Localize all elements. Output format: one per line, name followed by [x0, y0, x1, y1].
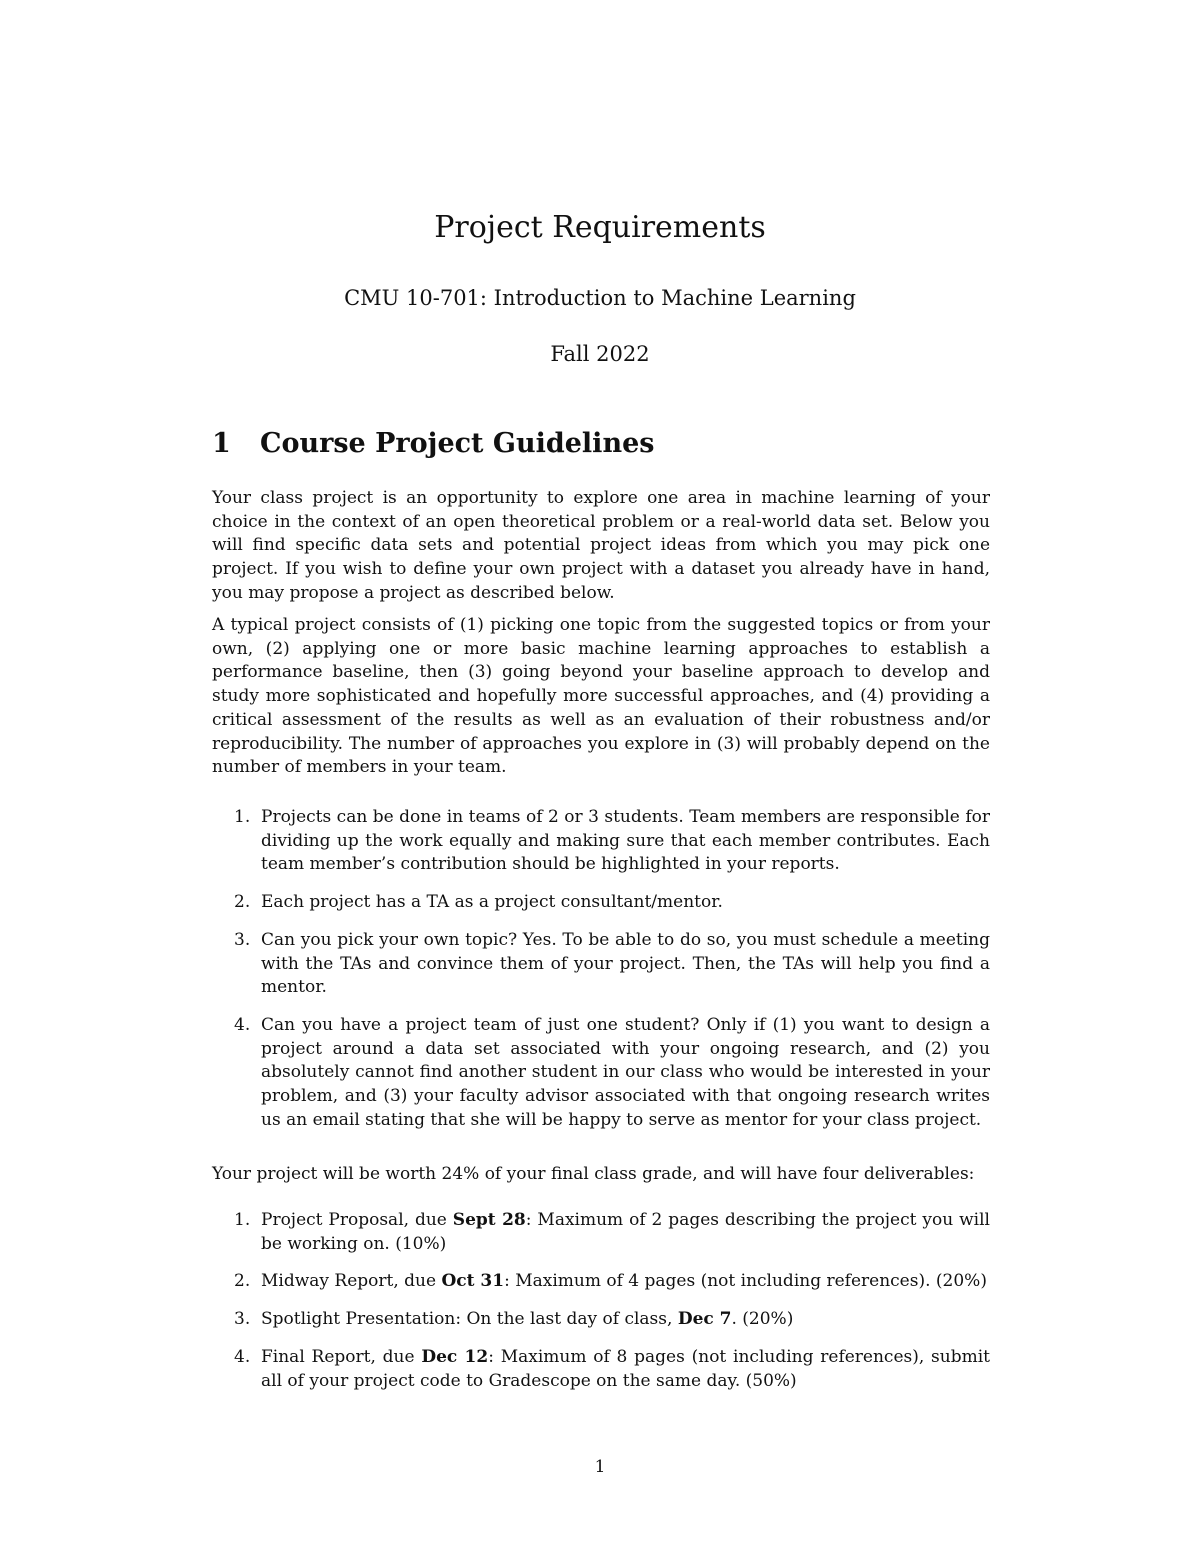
course-subtitle: CMU 10-701: Introduction to Machine Learning [344, 286, 856, 310]
term-date: Fall 2022 [550, 342, 650, 366]
document-title: Project Requirements [434, 210, 766, 245]
list-item-number: 1. [234, 807, 251, 827]
list-item-text: Projects can be done in teams of 2 or 3 students. Team members are responsible for dividing up the work equally and making sure that each member contributes. Each team member’s contribution should be highlighted in your reports. [261, 807, 990, 875]
deliverable-text: Spotlight Presentation: On the last day of class, [261, 1309, 678, 1330]
list-item [212, 806, 990, 877]
deliverable-item [212, 1270, 990, 1294]
list-item-text: Each project has a TA as a project consultant/mentor. [261, 892, 723, 913]
list-item [212, 891, 990, 915]
deliverable-text: Project Proposal, due [261, 1210, 453, 1230]
deliverable-due-date: Sept 28 [452, 1210, 526, 1230]
rules-list [212, 806, 990, 1146]
deliverable-item [212, 1209, 990, 1256]
deliverable-text: Midway Report, due [261, 1271, 442, 1292]
list-item-text: Can you have a project team of just one student? Only if (1) you want to design a project around a data set associated with your ongoing research, and (2) you absolutely cannot find another student in our class who would be interested in your problem, and (3) your faculty advisor associated with that ongoing research writes us an email stating that she will be happy to serve as mentor for your class project. [261, 1014, 990, 1130]
deliverable-details: : Maximum of 4 pages (not including references). (20%) [504, 1271, 987, 1292]
deliverable-due-date: Oct 31 [441, 1271, 505, 1292]
list-item-number: 2. [234, 1271, 251, 1292]
page-number: 1 [594, 1457, 606, 1477]
deliverable-details: : Maximum of 2 pages describing the project you will be working on. (10%) [261, 1210, 990, 1254]
deliverable-item [212, 1308, 990, 1332]
list-item-number: 3. [234, 1309, 251, 1330]
deliverable-details: . (20%) [731, 1309, 794, 1330]
intro-paragraph: Your class project is an opportunity to explore one area in machine learning of your choice in the context of an open theoretical problem or a real-world data set. Below you will find specific data sets and potential project ideas from which you may pick one project. If you wish to define your own project with a dataset you already have in hand, you may propose a project as described below. [212, 488, 990, 603]
deliverables-list [212, 1209, 990, 1407]
deliverable-text: Final Report, due [261, 1346, 422, 1367]
list-item-number: 2. [234, 892, 251, 913]
list-item-number: 4. [234, 1014, 251, 1035]
list-item-number: 4. [234, 1346, 251, 1367]
typical-project-paragraph: A typical project consists of (1) picking one topic from the suggested topics or from your own, (2) applying one or more basic machine learning approaches to establish a performance baseline, then (3) going beyond your baseline approach to develop and study more sophisticated and hopefully more successful approaches, and (4) providing a critical assessment of the results as well as an evaluation of their robustness and/or reproducibility. The number of approaches you explore in (3) will probably depend on the number of members in your team. [212, 615, 990, 778]
grade-worth-paragraph: Your project will be worth 24% of your final class grade, and will have four deliverables: [212, 1164, 975, 1184]
deliverable-details: : Maximum of 8 pages (not including references), submit all of your project code to Gradescope on the same day. (50%) [261, 1346, 990, 1391]
list-item-text: Can you pick your own topic? Yes. To be able to do so, you must schedule a meeting with the TAs and convince them of your project. Then, the TAs will help you find a mentor. [261, 929, 990, 998]
deliverable-item [212, 1346, 990, 1393]
list-item-number: 3. [234, 929, 251, 950]
section-number: 1 [212, 428, 231, 459]
deliverable-due-date: Dec 12 [421, 1346, 489, 1367]
deliverable-due-date: Dec 7 [677, 1309, 732, 1330]
section-title: Course Project Guidelines [260, 428, 655, 459]
list-item [212, 1014, 990, 1133]
list-item-number: 1. [234, 1210, 251, 1230]
section-heading [212, 428, 990, 459]
list-item [212, 929, 990, 1000]
